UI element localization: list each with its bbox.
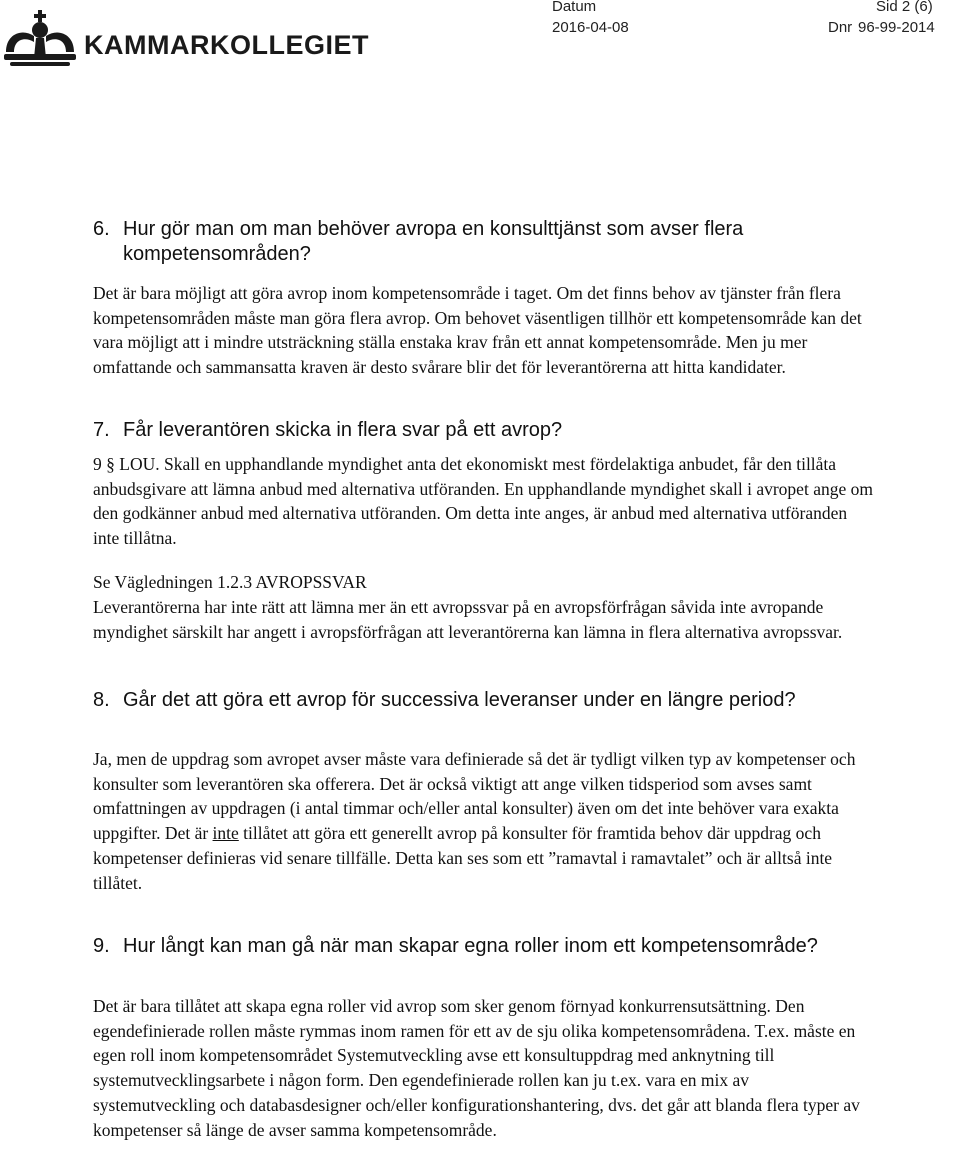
page-header bbox=[0, 0, 960, 70]
section-8-body bbox=[93, 747, 873, 895]
date-label: Datum bbox=[552, 0, 597, 15]
section-number: 9. bbox=[93, 935, 110, 957]
organization-name: KAMMARKOLLEGIET bbox=[84, 30, 369, 60]
section-number: 8. bbox=[93, 689, 110, 711]
section-title: Får leverantören skicka in flera svar på ett avrop? bbox=[123, 419, 563, 441]
section-9-body: Det är bara tillåtet att skapa egna roller vid avrop som sker genom förnyad konkurrensutsättning. Den egendefinierade rollen måste rymmas inom ramen för ett av de sju olika kompetensområdena. T.ex. måste en egen roll inom kompetensområdet Systemutveckling avse ett konsultuppdrag med anknytning till systemutvecklingsarbete i någon form. Den egendefinierade rollen kan ju t.ex. vara en mix av systemutveckling och databasdesigner och/eller konfigurationshantering, dvs. det går att blanda flera typer av kompetenser så länge de avser samma kompetensområde. bbox=[93, 996, 860, 1140]
section-7-reference: Se Vägledningen 1.2.3 AVROPSSVAR bbox=[93, 572, 367, 592]
page-number: Sid 2 (6) bbox=[876, 0, 933, 15]
section-8-heading bbox=[93, 688, 853, 713]
dnr-label: Dnr bbox=[828, 19, 853, 36]
emphasis-text: inte bbox=[212, 823, 239, 844]
crown-logo-icon bbox=[0, 8, 80, 70]
body-text: Ja, men de uppdrag som avropet avser måste vara definierade så det är tydligt vilken typ av kompetenser och konsulter som leverantören ska offerera. Det är också viktigt att ange vilken tidsperiod som avses samt omfattningen av uppdragen (i antal timmar och/eller antal konsulter) även om det inte behöver vara exakta uppgifter. Det är bbox=[93, 749, 856, 844]
section-6-heading bbox=[93, 217, 853, 267]
section-title: Hur gör man om man behöver avropa en konsulttjänst som avser flera kompetensområden? bbox=[123, 218, 744, 265]
section-number: 7. bbox=[93, 419, 110, 441]
body-text: tillåtet att göra ett generellt avrop på konsulter för framtida behov där uppdrag och kompetenser definieras vid senare tillfälle. Detta kan ses som ett ”ramavtal i ramavtalet” och är alltså inte tillåtet. bbox=[93, 823, 833, 893]
section-number: 6. bbox=[93, 218, 110, 240]
section-title: Hur långt kan man gå när man skapar egna roller inom ett kompetensområde? bbox=[123, 935, 818, 957]
date-value: 2016-04-08 bbox=[552, 19, 629, 36]
section-6-body: Det är bara möjligt att göra avrop inom kompetensområde i taget. Om det finns behov av tjänster från flera kompetensområden måste man göra flera avrop. Om behovet väsentligen tillhör ett kompetensområde kan det vara möjligt att i mindre utsträckning ställa enstaka krav från ett annat kompetensområde. Men ju mer omfattande och sammansatta kraven är desto svårare blir det för leverantörerna att hitta kandidater. bbox=[93, 283, 862, 378]
organization-logo bbox=[0, 4, 369, 66]
section-title: Går det att göra ett avrop för successiva leveranser under en längre period? bbox=[123, 689, 796, 711]
section-7-body-2: Leverantörerna har inte rätt att lämna mer än ett avropssvar på en avropsförfrågan såvida inte avropande myndighet särskilt har angett i avropsförfrågan att leverantörerna kan lämna in flera alternativa avropssvar. bbox=[93, 597, 843, 642]
section-7-body: 9 § LOU. Skall en upphandlande myndighet anta det ekonomiskt mest fördelaktiga anbudet, får den tillåta anbudsgivare att lämna anbud med alternativa utföranden. En upphandlande myndighet skall i avropet ange om den godkänner anbud med alternativa utföranden. Om detta inte anges, är anbud med alternativa utföranden inte tillåtna. bbox=[93, 454, 873, 549]
section-9-heading bbox=[93, 934, 853, 959]
dnr-value: 96-99-2014 bbox=[858, 19, 935, 36]
section-7-heading bbox=[93, 418, 853, 443]
